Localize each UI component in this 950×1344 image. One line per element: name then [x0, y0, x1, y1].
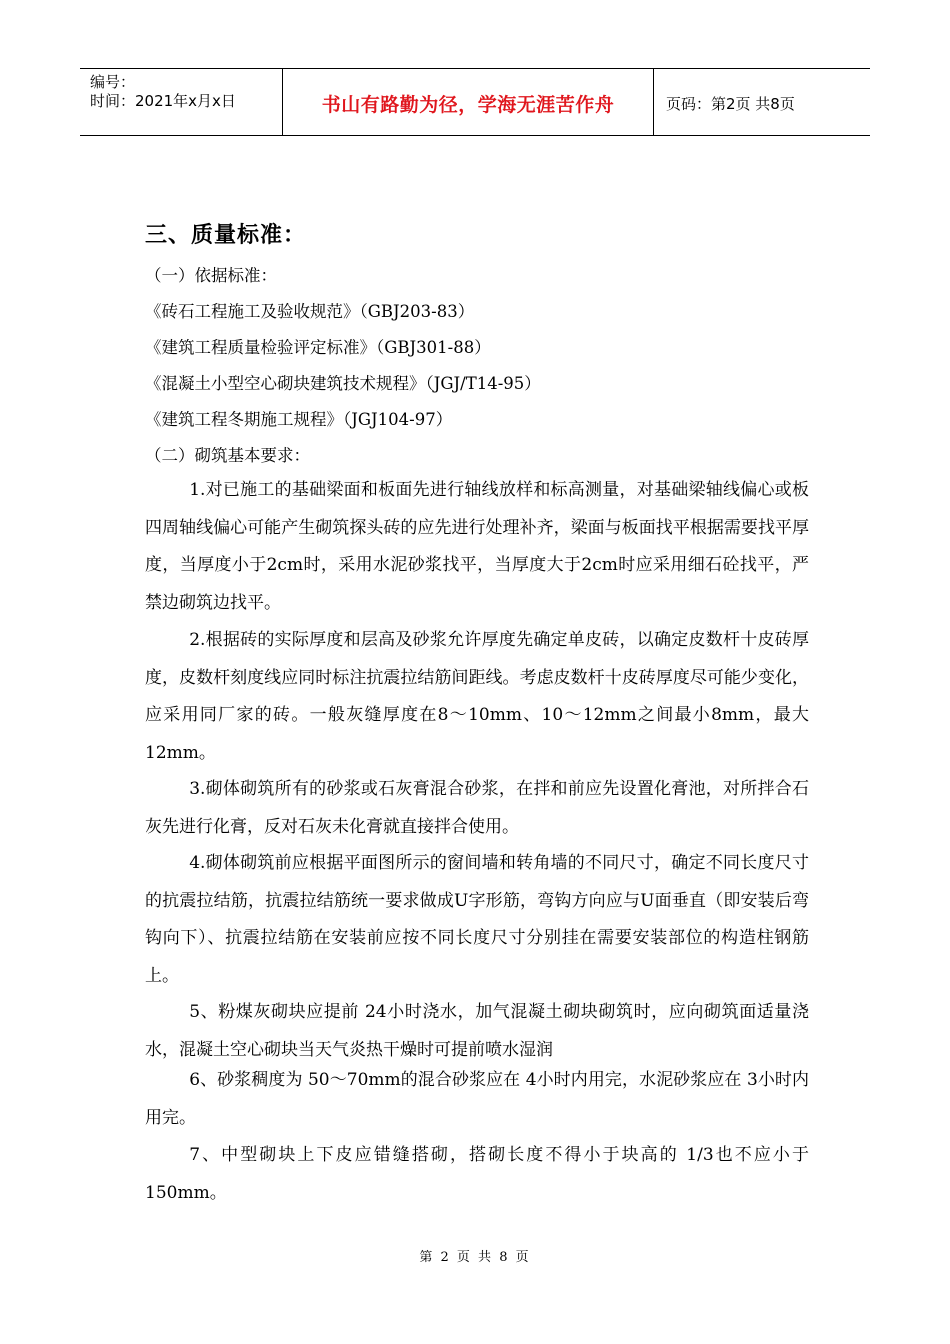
standard-item: 《建筑工程质量检验评定标准》（GBJ301-88）: [145, 338, 491, 357]
requirement-paragraph: 3.砌体砌筑所有的砂浆或石灰膏混合砂浆，在拌和前应先设置化膏池，对所拌合石灰先进行化膏，反对石灰未化膏就直接拌合使用。: [145, 779, 809, 837]
subheading-basis: （一）依据标准：: [145, 266, 277, 285]
requirement-paragraph: 6、砂浆稠度为 50～70mm的混合砂浆应在 4小时内用完，水泥砂浆应在 3小时内用完。: [145, 1070, 809, 1128]
document-number: 编号：: [90, 73, 136, 91]
standard-item: 《建筑工程冬期施工规程》（JGJ104-97）: [145, 410, 453, 429]
section-title: 三、质量标准：: [145, 223, 307, 248]
requirement-paragraph: 2.根据砖的实际厚度和层高及砂浆允许厚度先确定单皮砖，以确定皮数杆十皮砖厚度，皮数杆刻度线应同时标注抗震拉结筋间距线。考虑皮数杆十皮砖厚度尽可能少变化，应采用同厂家的砖。一般灰缝厚度在8～10mm、10～12mm之间最小8mm，最大12mm。: [145, 630, 809, 763]
requirement-paragraph: 5、粉煤灰砌块应提前 24小时浇水，加气混凝土砌块砌筑时，应向砌筑面适量浇水，混凝土空心砌块当天气炎热干燥时可提前喷水湿润: [145, 1002, 809, 1060]
page-info: 页码：第2页 共8页: [666, 95, 795, 113]
header-meta: [80, 69, 282, 135]
standard-item: 《混凝土小型空心砌块建筑技术规程》（JGJ/T14-95）: [145, 374, 541, 393]
requirement-paragraph: 7、中型砌块上下皮应错缝搭砌，搭砌长度不得小于块高的 1/3也不应小于 150mm。: [145, 1145, 809, 1203]
page-header: [80, 68, 870, 136]
requirement-paragraph: 1.对已施工的基础梁面和板面先进行轴线放样和标高测量，对基础梁轴线偏心或板四周轴线偏心可能产生砌筑探头砖的应先进行处理补齐，梁面与板面找平根据需要找平厚度，当厚度小于2cm时，采用水泥砂浆找平，当厚度大于2cm时应采用细石砼找平，严禁边砌筑边找平。: [145, 480, 809, 613]
header-motto-cell: [282, 69, 654, 135]
page-footer: 第 2 页 共 8 页: [419, 1250, 531, 1265]
motto: 书山有路勤为径，学海无涯苦作舟: [321, 93, 615, 116]
document-date: 时间：2021年x月x日: [90, 92, 236, 110]
requirement-paragraph: 4.砌体砌筑前应根据平面图所示的窗间墙和转角墙的不同尺寸，确定不同长度尺寸的抗震拉结筋，抗震拉结筋统一要求做成U字形筋，弯钩方向应与U面垂直（即安装后弯钩向下）、抗震拉结筋在安装前应按不同长度尺寸分别挂在需要安装部位的构造柱钢筋上。: [145, 853, 809, 986]
standard-item: 《砖石工程施工及验收规范》（GBJ203-83）: [145, 302, 475, 321]
subheading-requirements: （二）砌筑基本要求：: [145, 446, 310, 465]
